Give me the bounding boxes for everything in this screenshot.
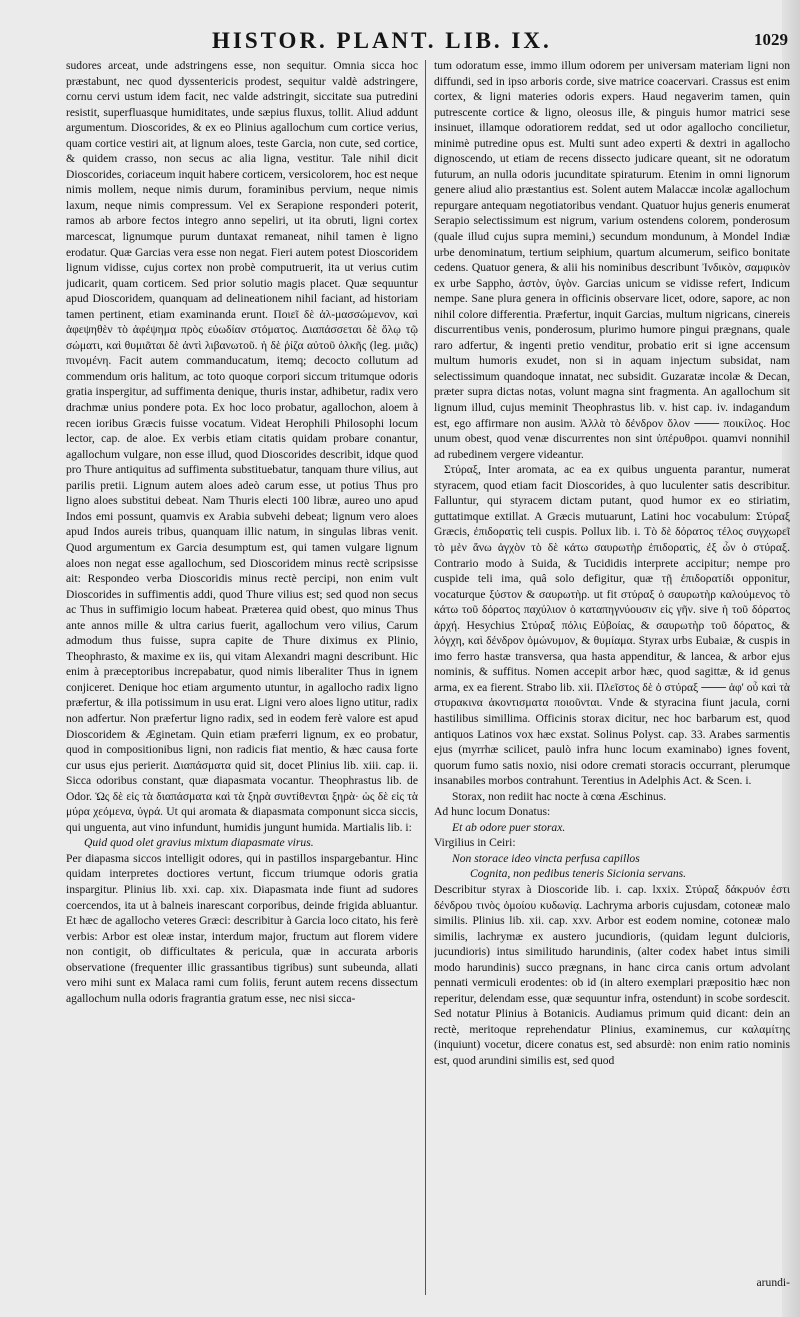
right-paragraph: Στύραξ, Inter aromata, ac ea ex quibus unguenta parantur, numerat styracem, quod etiam facit Dioscorides, à quo luculenter satis describitur. Falluntur, qui styracem dictam putant, quod humor ex eo stiriatim, guttatimque extillat. A Græcis mutuarunt, Latini hoc vocabulum: Στύραξ Græcis, ἐπιδορατὶς teli cuspis. Pollux lib. i. Τὸ δὲ δόρατος τέλος συγχωρεῖ τὸ μὲν ἄνω ἀγχὸν τὸ δὲ κάτω σαυρωτὴρ ἐπιδορατὶς, ἐξ ὧν ὁ στύραξ. Contrario modo à Suida, & Tucididis interprete accipitur; nempe pro cuspide teli ima, quâ solo defigitur, quæ τῇ ἐπιδορατίδι opponitur, vocaturque ξύστον & σαυρωτὴρ. ut fit στύραξ ὁ σαυρωτὴρ καλούμενος τὸ κάτω τοῦ δόρατος παχύλιον ὁ καταπηγνύουσιν εἰς γῆν. sive ἡ τοῦ δόρατος ἀρχή. Hesychius Στύραξ πόλις Εὐβοίας, & σαυρωτὴρ τοῦ δόρατος, & λόγχη, καὶ δένδρον ὁμώνυμον, & θυμίαμα. Styrax urbs Eubaiæ, & cuspis in imo ferro hastæ transversa, qua hasta appenditur, & lancea, & arbor ejus nominis, & suffitus. Nomen accepit arbor hæc, quod sagittæ, & id genus arma, ex ea fierent. Strabo lib. xii. Πλεῖστος δὲ ὁ στύραξ ─── ἀφ' οὗ καὶ τὰ στυρακινα ἀκοντισματα ποιοῦνται. Vnde & styracina fiunt jacula, corni hastilibus simillima. Officinis storax dicitur, nec hoc barbarum est, quod antiquos Latinos vox hæc exstat. Solinus Polyst. cap. 33. Arabes sarmentis ejus (myrrhæ scilicet, paulò infra hunc locum examinabo) ignes fovent, quorum fumo satis noxio, nisi odore cremati storacis occurrant, plerumque insanabiles morbos contrahunt. Terentius in Adelphis Act. & Scen. i. [434,463,790,788]
right-verse: Non storace ideo vincta perfusa capillos [452,851,640,865]
left-paragraph: Per diapasma siccos intelligit odores, qui in pastillos inspargebantur. Hinc quidam interpretes doctiores vertunt, ficcum triumque odoris gratia inspargitur. Plinius lib. xxi. cap. xix. Diapasmata inde fiunt ad sudores coercendos, ita ut à balneis inarescant corporibus, deinde frigida abluantur. Et hæc de agallocho veteres Græci: describitur à Garcia loco citato, his ferè verbis: Arbor est oleæ instar, interdum major, fructum aut florem videre non contigit, ob difficultates & pericula, quæ in accurata arboris observatione (frequenter illic grassantibus tigribus) sunt subeunda, allati vero mihi sunt ex Malaca rami cum foliis, ferunt autem recens dissectum agallochum nulla odoris fragrantia gratum esse, nec nisi sicca- [66,851,418,1005]
right-verse: Et ab odore puer storax. [452,820,566,834]
catchword: arundi- [756,1276,790,1289]
left-paragraph: sudores arceat, unde adstringens esse, non sequitur. Omnia sicca hoc præstabunt, nec quod dyssentericis prodest, sequitur valdè adstringere, cornu cervi ustum idem facit, nec valde adstringit, siccitate sua putredini resistit, superfluasque humiditates, unde sæpius fluxus, tollit. Aliud addunt argumentum. Dioscorides, & ex eo Plinius agallochum cum cortice verius, quam cortice vestiri ait, at lignum aloes, teste Garcia, non cute, sed cortice, & quidem crasso, non secus ac alia ligna, vestitur. Tale nihil dicit Dioscorides, coriaceum inquit habere corticem, versicolorem, hoc est neque nimis mollem, neque nimis durum, foraminibus pervium, neque nimis laxum, neque nimis compressum. Vel ex Serapione responderi poterit, ramos ab arbore fectos integro anno sepeliri, ut ita obruti, ligni cortex marcescat, lignumque purum duntaxat remaneat, nihil tamen è ligno erodatur. Quæ Garcias vera esse non negat. Fieri autem potest Dioscoridem lignum vidisse, cujus cortex non probè computruerit, ita ut verius cutim judicarit, quam corticem. Sed prior solutio magis placet. Quæ sequuntur apud Dioscoridem, quanquam ad delineationem nihil faciant, ad historiam tamen pertinent, etiam examinanda erunt. Ποιεῖ δὲ ἀλ-μασσώμενον, καὶ ἀφεψηθὲν τὸ ἀφέψημα πρὸς εὐωδίαν στόματος. Διαπάσσεται δὲ ὅλῳ τῷ σώματι, καὶ θυμιᾶται δὲ ἀντὶ λιβανωτοῦ. ἡ δὲ ῥίζα αὐτοῦ ὁλκῆς (leg. μιᾶς) πινομένη. Facit autem commanducatum, itemq; decocto collutum ad commendum oris halitum, ac toto quoque corpori siccum tritumque odoris gratia inspergitur, ad suffimenta denique, thuris instar, adhibetur, radix vero drachmæ unius pondere pota. Ex hoc loco probatur, agallochon, aloem à recen ioribus Græcis fuisse vocatum. Videat Herophili Philosophi locum lector, cap. de aloe. Ex verbis etiam citatis quidam probare conantur, agallochum vulgare, non esse illud, quod Dioscorides describit, idque quod pro Thure antiquitus ad suffimenta substituebatur, tanquam thure vilius, aut parilis pretii. Lignum autem aloes adeò carum esse, ut potius Thus pro ligno aloes substitui debeat. Nam Thuris electi 100 libræ, aureo uno apud Indos emi possunt, quamvis ex Arabia subvehi debeat; lignum vero aloes apud Indos aureis tribus, quanquam illic natum, in singulas libras venit. Quod argumentum ex Garcia desumptum est, qui tamen vulgare lignum aloes non negat esse agallochum, sed Dioscoridem minus rectè scripsisse ait: Respondeo verba Dioscoridis minus rectè percipi, non enim vult Dioscorides in suffimentis addi, quod Thure vilius est; sed quod non secus ac Thus in suffimigio locum habeat. Præterea quid obest, quo minus Thus ante annos mille & ultra carius fuerit, agallochum vero vilius, Carum admodum thus fuisse, supra capite de Thure diximus ex Plinio, Theophrasto, & maxime ex iis, qui vitam Alexandri magni describunt. Hic enim à præceptoribus increpabatur, quod nimis liberaliter Thus in ignem conjiceret. Denique hoc etiam argumento utuntur, in agallocho radix ligno præfertur, & illa potissimum in usu erat. Ligni vero aloes ligno utitur, radix non adfertur. Non præfertur ligno radix, sed in eodem ferè valore est apud Dioscoridem & Æginetam. Quin etiam præferri lignum, ex eo probatur, quod in compositionibus ligni, non radicis fiat mentio, & hæc causa forte cur usus ejus perierit. Διαπάσματα quid sit, docet Plinius lib. xiii. cap. ii. Sicca odoribus constant, quæ diapasmata vocantur. Theophrastus lib. de Odor. Ὡς δὲ εἰς τὰ διαπάσματα καὶ τὰ ξηρὰ συντίθενται ξηρὰ· ὡς δὲ εἰς τὰ μύρα χεόμενα, ὑγρά. Ut qui aromata & diapasmata componunt sicca siccis, qui unguenta, aut vino infundunt, humidis jungunt humida. Martialis lib. i: [66,59,418,834]
text-columns [66,58,792,1303]
right-verse: Cognita, non pedibus teneris Sicionia servans. [470,867,687,881]
right-column [434,58,790,1303]
right-line: Virgilius in Ceiri: [434,836,516,850]
book-page [66,20,792,1305]
right-paragraph: tum odoratum esse, immo illum odorem per universam materiam ligni non diffundi, sed in ipso arboris corde, sive matrice coacervari. Crassus est enim cortex, & ligni materies odoris expers. Haud negaverim tamen, quin putrescente cortice & ligno, oleosus ille, & pinguis humor matrici sese insinuet, illamque odoratiorem reddat, sed ut odor agallocho concilietur, minimè putredine opus est. Multi sunt adeo experti & dextri in agallocho dignoscendo, ut etiam de recens dissecto judicare queant, sit ne odoratum futurum, an nulla odoris jucunditate spiraturum. Etenim in omni lignorum genere aliud alio præstantius est. Solent autem Malaccæ incolæ agallochum repurgare antequam negotiatoribus vendant. Quatuor hujus generis enumerat Serapio selectissimum est nigrum, varium ostendens colorem, ponderosum (quale illud cujus supra memini,) secundum mondunum, à Mondel Indiæ urbe denominatum, tertium seiphium, quartum alcumerum, seifico bonitate cedens. Quatuor genera, & alii his nominibus describunt Ἰνδικὸν, σαμφικὸν ex urbe Sappho, ἀστὸν, ὑγὸν. Garcias unicum se vidisse refert, Indicum nempe. Sane plura genera in officinis observare licet, odore, sapore, ac non nihil colore differentia. Præfertur, inquit Garcias, multum nigricans, cinereis discurrentibus venis, ponderosum, plurimo humore pingui prægnans, quale raro adfertur, & ingenti pretio venditur, probatio erit si igne accensum multum humoris exudet, non si in aquam injectum subsidat, nam selectissimum quandoque innatat, nec subsidit. Guzaratæ incolæ & Decan, præter supra dictas notas, volunt magna sint fragmenta. An agallochum sit lignum illud, cujus meminit Theophrastus lib. v. hist cap. iv. indagandum est, ego affirmare non ausim. Ἀλλὰ τὸ δένδρον ὅλον ─── ποικίλος. Hoc unum obest, quod venæ discurrentes non sint ὑπέρυθροι. quamvi nonnihil ad rubedinem vergere videantur. [434,59,790,461]
right-paragraph: Describitur styrax à Dioscoride lib. i. cap. lxxix. Στύραξ δάκρυόν ἐστι δένδρου τινὸς ὁμοίου κυδωνίᾳ. Lachryma arboris cujusdam, cotoneæ malo similis. Plinius lib. xii. cap. xxv. Arbor est eodem nomine, cotoneæ malo similis, lachrymæ ex austero jucundioris, (quidam legunt dulcioris, jucundioris) intus similitudo harundinis, (alter codex habet intus simili modo harundinis) succo prægnans, in hanc circa canis ortum advolant pennati vermiculi erodentes: ob id (in altero exemplari præpositio hæc non reperitur, delendam esse, quæ sequuntur infra, ostendunt) in scobe sordescit. Sed notatur Plinius à Botanicis. Audiamus primum quid dicant: dein an rectè, meritoque reprehendatur Plinius, examinemus, cur καλαμίτης (inquiunt) vocetur, dicere conatus est, sed absurdè: non enim ratio nominis est, quod arundini similis est, sed quod [434,882,790,1067]
left-column [66,58,418,1303]
left-verse: Quid quod olet gravius mixtum diapasmate virus. [84,836,314,850]
column-divider [425,60,426,1295]
running-title: HISTOR. PLANT. LIB. IX. [212,28,552,53]
running-header [66,20,792,62]
page-number: 1029 [754,30,788,49]
right-line: Ad hunc locum Donatus: [434,805,551,819]
right-verse: Storax, non rediit hac nocte à cœna Æschinus. [452,789,667,803]
